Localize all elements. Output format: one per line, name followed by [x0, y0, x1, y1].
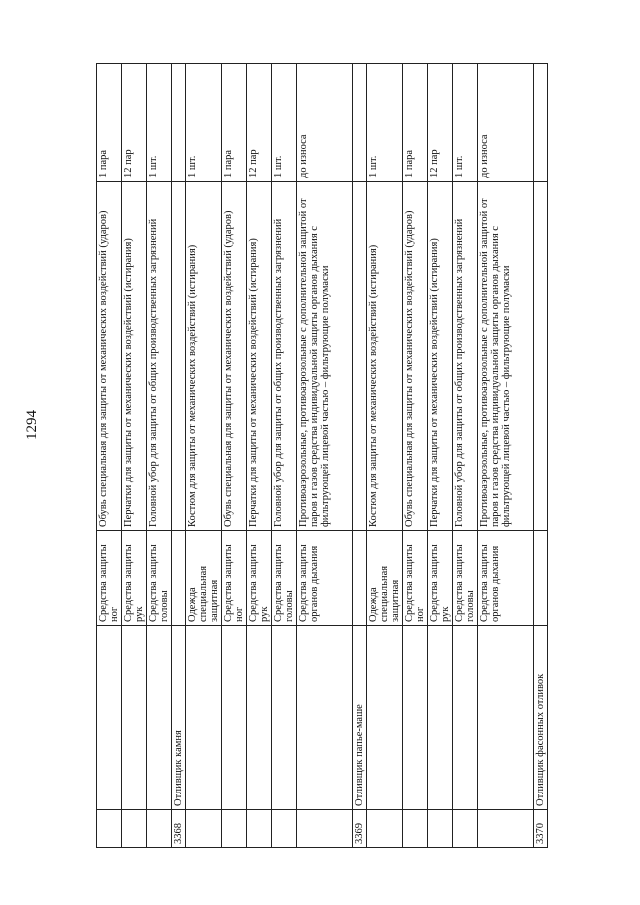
cell-item: Головной убор для защиты от общих производственных загрязнений	[147, 182, 172, 531]
cell-category	[172, 531, 186, 626]
cell-item	[353, 182, 367, 531]
cell-num	[97, 810, 122, 848]
cell-num	[222, 810, 247, 848]
cell-profession	[367, 626, 403, 810]
table-row	[247, 64, 272, 848]
table-body	[97, 64, 548, 848]
cell-item: Противоаэрозольные, противоаэрозольные с дополнительной защитой от паров и газов средства индивидуальной защиты органов дыхания с фильтрующей лицевой частью – фильтрующие полумаски	[478, 182, 534, 531]
cell-qty: 1 пара	[222, 64, 247, 182]
table-row	[122, 64, 147, 848]
cell-profession: Отливщик фасонных отливок	[534, 626, 548, 810]
table-row	[428, 64, 453, 848]
cell-item: Обувь специальная для защиты от механических воздействий (ударов)	[403, 182, 428, 531]
rotated-table-container	[96, 64, 546, 848]
cell-num	[478, 810, 534, 848]
cell-item: Противоаэрозольные, противоаэрозольные с дополнительной защитой от паров и газов средства индивидуальной защиты органов дыхания с фильтрующей лицевой частью – фильтрующие полумаски	[297, 182, 353, 531]
cell-item	[534, 182, 548, 531]
cell-qty: 1 шт.	[453, 64, 478, 182]
cell-profession	[428, 626, 453, 810]
cell-qty: 12 пар	[247, 64, 272, 182]
cell-category: Средства защиты органов дыхания	[478, 531, 534, 626]
cell-num	[147, 810, 172, 848]
cell-num	[453, 810, 478, 848]
cell-num	[122, 810, 147, 848]
table-row	[222, 64, 247, 848]
cell-category: Средства защиты органов дыхания	[297, 531, 353, 626]
cell-item: Головной убор для защиты от общих производственных загрязнений	[272, 182, 297, 531]
cell-profession	[186, 626, 222, 810]
cell-item: Обувь специальная для защиты от механических воздействий (ударов)	[222, 182, 247, 531]
cell-qty: 1 шт.	[367, 64, 403, 182]
cell-num: 3370	[534, 810, 548, 848]
cell-profession: Отливщик папье-маше	[353, 626, 367, 810]
cell-qty	[534, 64, 548, 182]
cell-num	[247, 810, 272, 848]
table-row	[272, 64, 297, 848]
table-row	[353, 64, 367, 848]
cell-category: Средства защиты рук	[428, 531, 453, 626]
cell-category: Одежда специальная защитная	[367, 531, 403, 626]
cell-num	[272, 810, 297, 848]
cell-item: Перчатки для защиты от механических воздействий (истирания)	[428, 182, 453, 531]
cell-qty	[172, 64, 186, 182]
cell-qty: 1 пара	[403, 64, 428, 182]
table-row	[186, 64, 222, 848]
cell-category: Средства защиты ног	[97, 531, 122, 626]
cell-category	[353, 531, 367, 626]
cell-item: Головной убор для защиты от общих производственных загрязнений	[453, 182, 478, 531]
cell-qty: 1 шт.	[147, 64, 172, 182]
cell-category: Средства защиты ног	[222, 531, 247, 626]
cell-qty: до износа	[478, 64, 534, 182]
table-row	[97, 64, 122, 848]
cell-profession	[403, 626, 428, 810]
cell-category: Средства защиты ног	[403, 531, 428, 626]
cell-qty	[353, 64, 367, 182]
cell-profession	[453, 626, 478, 810]
cell-profession	[297, 626, 353, 810]
cell-item: Обувь специальная для защиты от механических воздействий (ударов)	[97, 182, 122, 531]
cell-category: Средства защиты головы	[272, 531, 297, 626]
cell-profession	[478, 626, 534, 810]
cell-num	[297, 810, 353, 848]
table-row	[478, 64, 534, 848]
table-row	[172, 64, 186, 848]
table-row	[147, 64, 172, 848]
cell-item: Костюм для защиты от механических воздействий (истирания)	[367, 182, 403, 531]
cell-qty: 1 шт.	[186, 64, 222, 182]
cell-qty: 1 пара	[97, 64, 122, 182]
page-number: 1294	[24, 410, 40, 440]
table-row	[403, 64, 428, 848]
ppe-norms-table	[96, 63, 548, 848]
cell-qty: 1 шт.	[272, 64, 297, 182]
table-row	[297, 64, 353, 848]
cell-category: Средства защиты головы	[453, 531, 478, 626]
cell-num	[186, 810, 222, 848]
cell-profession	[272, 626, 297, 810]
cell-profession	[147, 626, 172, 810]
cell-profession	[222, 626, 247, 810]
cell-qty: до износа	[297, 64, 353, 182]
cell-num	[367, 810, 403, 848]
cell-num	[428, 810, 453, 848]
table-row	[367, 64, 403, 848]
cell-num: 3368	[172, 810, 186, 848]
cell-item: Костюм для защиты от механических воздействий (истирания)	[186, 182, 222, 531]
cell-category: Средства защиты головы	[147, 531, 172, 626]
cell-num	[403, 810, 428, 848]
cell-qty: 12 пар	[428, 64, 453, 182]
cell-profession	[122, 626, 147, 810]
cell-item	[172, 182, 186, 531]
cell-category: Средства защиты рук	[247, 531, 272, 626]
cell-item: Перчатки для защиты от механических воздействий (истирания)	[122, 182, 147, 531]
cell-category: Одежда специальная защитная	[186, 531, 222, 626]
cell-category	[534, 531, 548, 626]
table-row	[453, 64, 478, 848]
cell-num: 3369	[353, 810, 367, 848]
cell-profession	[247, 626, 272, 810]
cell-profession: Отливщик камня	[172, 626, 186, 810]
cell-profession	[97, 626, 122, 810]
cell-qty: 12 пар	[122, 64, 147, 182]
cell-category: Средства защиты рук	[122, 531, 147, 626]
cell-item: Перчатки для защиты от механических воздействий (истирания)	[247, 182, 272, 531]
table-row	[534, 64, 548, 848]
